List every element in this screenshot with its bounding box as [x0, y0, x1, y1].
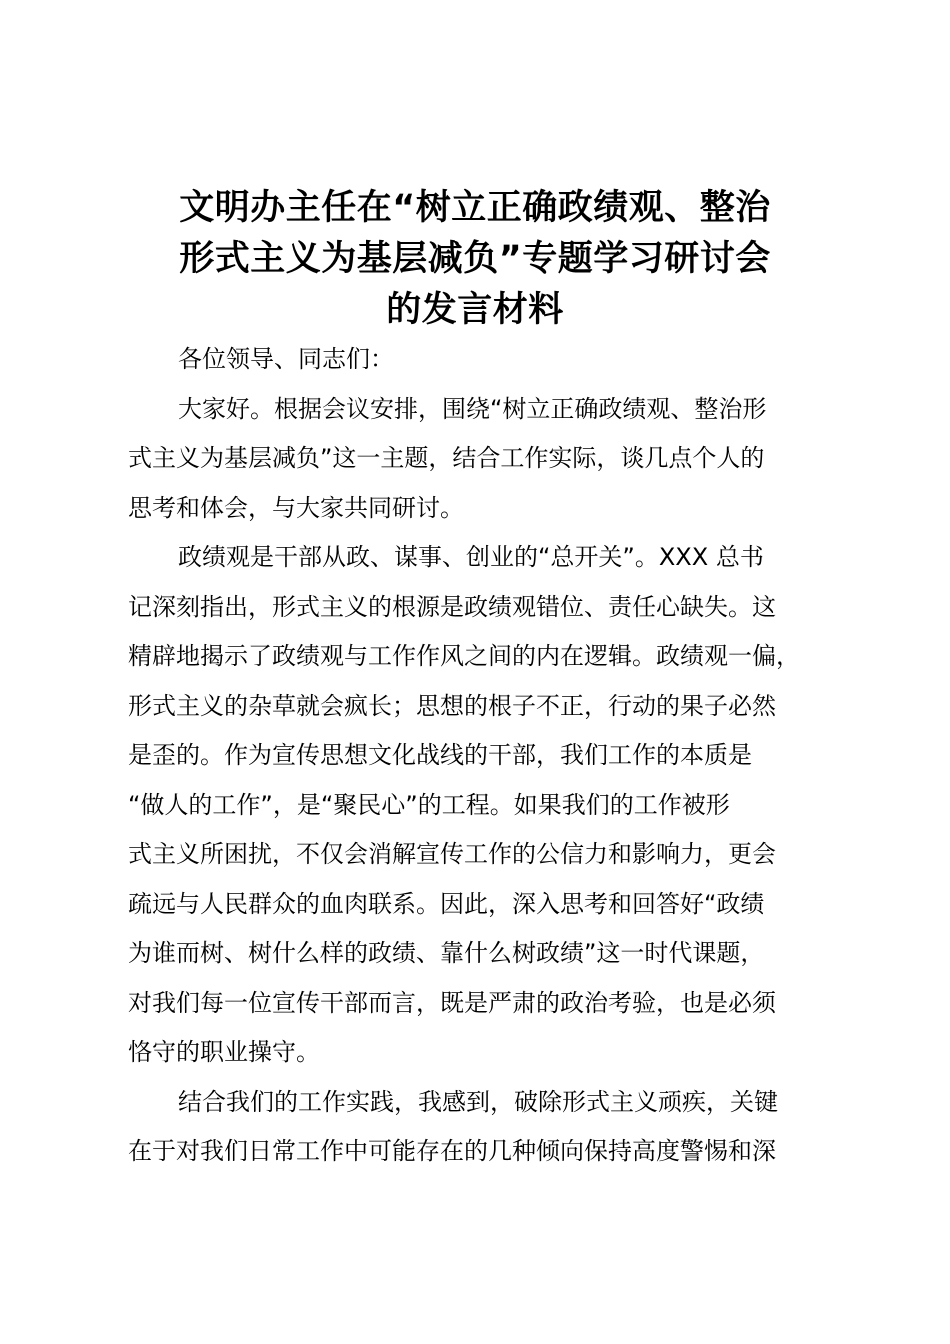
document-body	[128, 335, 828, 1177]
paragraph-line: 结合我们的工作实践，我感到，破除形式主义顽疾，关键	[178, 1087, 778, 1116]
paragraph-line: 政绩观是干部从政、谋事、创业的“总开关”。XXX 总书	[178, 543, 764, 571]
paragraph-line: 恪守的职业操守。	[128, 1038, 320, 1066]
paragraph-line: 形式主义的杂草就会疯长；思想的根子不正，行动的果子必然	[128, 691, 776, 720]
paragraph-line: 疏远与人民群众的血肉联系。因此，深入思考和回答好“政绩	[128, 889, 765, 918]
title-line: 的发言材料	[386, 290, 564, 330]
paragraph-line: 对我们每一位宣传干部而言，既是严肃的政治考验，也是必须	[128, 988, 776, 1017]
paragraph-line: “做人的工作”，是“聚民心”的工程。如果我们的工作被形	[128, 790, 730, 819]
title-line: 文明办主任在“树立正确政绩观、整治	[179, 188, 771, 228]
paragraph-line: 思考和体会，与大家共同研讨。	[128, 493, 464, 522]
paragraph-line: 在于对我们日常工作中可能存在的几种倾向保持高度警惕和深	[128, 1137, 776, 1165]
document-title	[110, 183, 840, 336]
paragraph-line: 式主义所困扰，不仅会消解宣传工作的公信力和影响力，更会	[128, 840, 776, 868]
paragraph-line: 是歪的。作为宣传思想文化战线的干部，我们工作的本质是	[128, 741, 752, 769]
paragraph-line: 精辟地揭示了政绩观与工作作风之间的内在逻辑。政绩观一偏，	[128, 642, 800, 670]
paragraph-line: 式主义为基层减负”这一主题，结合工作实际，谈几点个人的	[128, 444, 765, 472]
paragraph-line: 大家好。根据会议安排，围绕“树立正确政绩观、整治形	[178, 394, 767, 423]
title-line: 形式主义为基层减负”专题学习研讨会	[179, 239, 771, 279]
paragraph-line: 为谁而树、树什么样的政绩、靠什么树政绩”这一时代课题，	[128, 939, 765, 967]
salutation: 各位领导、同志们：	[178, 345, 394, 373]
paragraph-line: 记深刻指出，形式主义的根源是政绩观错位、责任心缺失。这	[128, 592, 776, 621]
